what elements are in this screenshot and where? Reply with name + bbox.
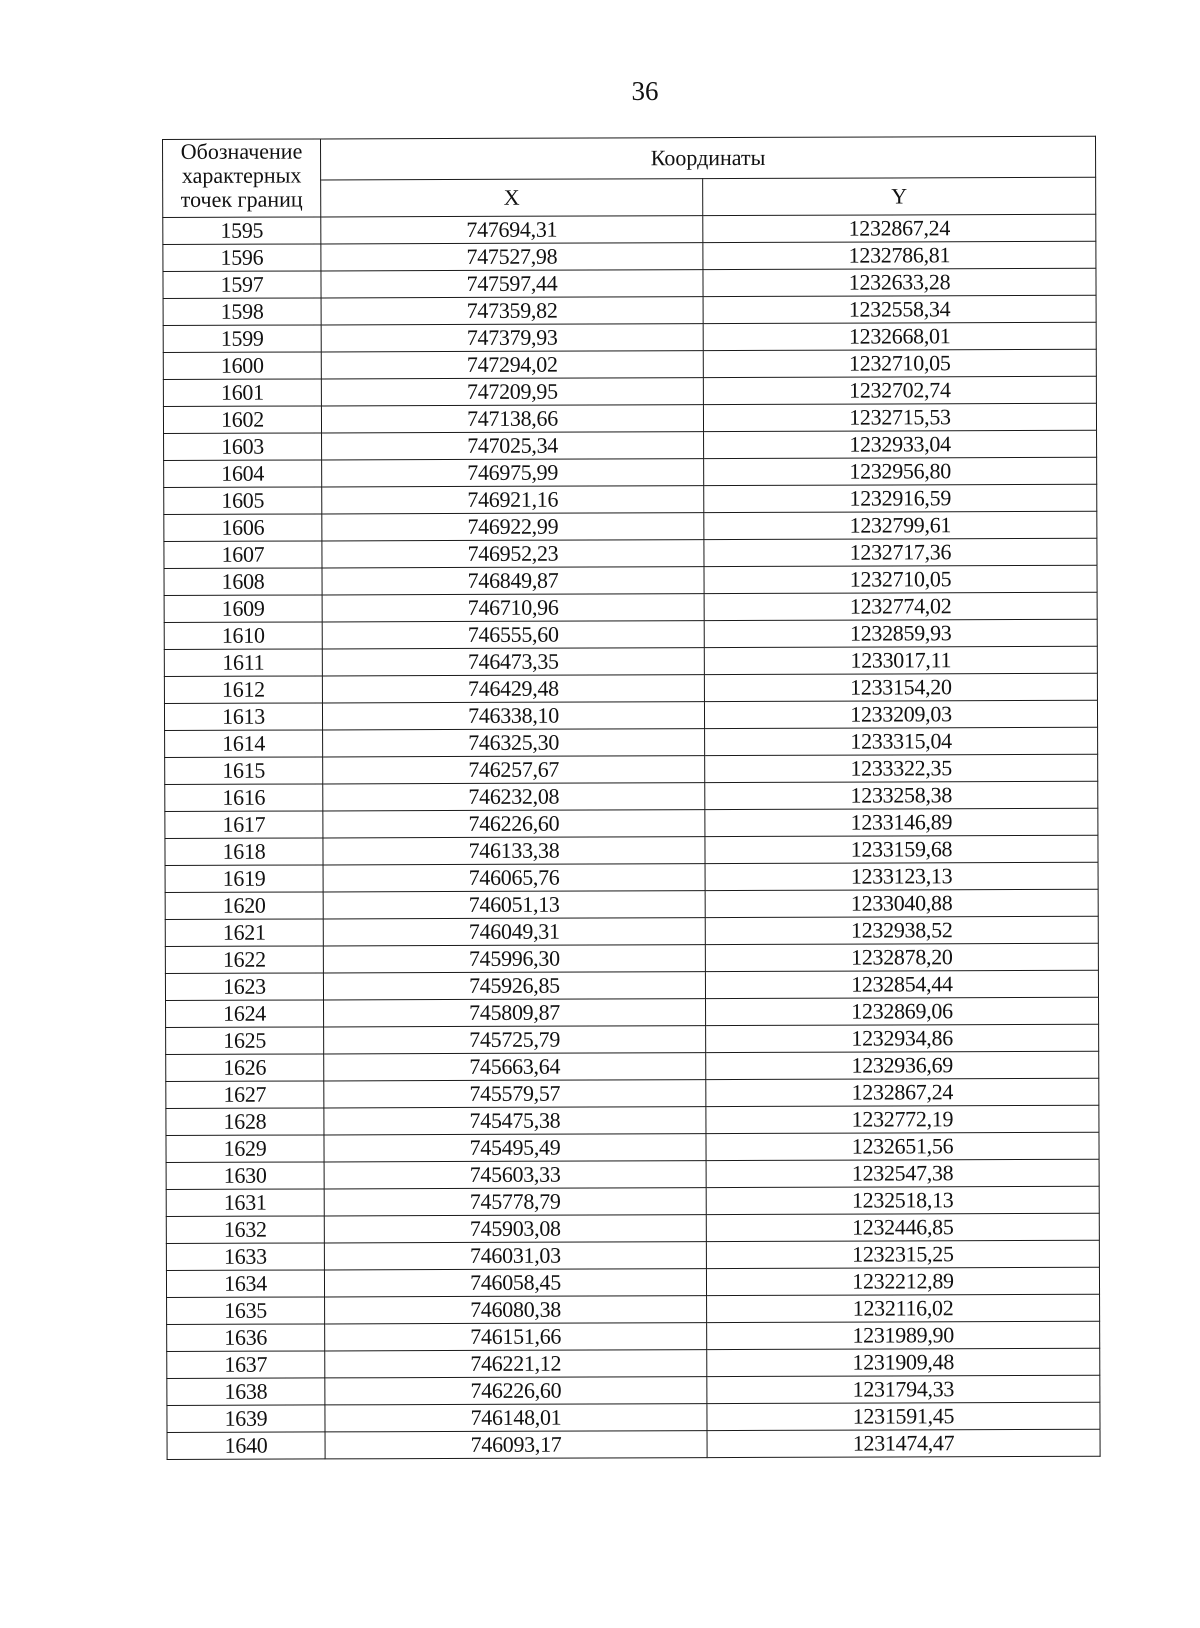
y-coordinate-cell: 1232668,01	[703, 322, 1096, 350]
point-id-cell: 1640	[167, 1432, 325, 1460]
y-coordinate-cell: 1232934,86	[706, 1024, 1099, 1052]
point-id-cell: 1611	[164, 649, 322, 677]
y-coordinate-cell: 1232867,24	[706, 1078, 1099, 1106]
y-coordinate-cell: 1232869,06	[706, 997, 1099, 1025]
table-row	[164, 619, 1097, 649]
x-coordinate-cell: 747527,98	[321, 243, 703, 271]
table-row	[167, 1294, 1100, 1324]
point-id-cell: 1603	[164, 433, 322, 461]
y-coordinate-cell: 1232799,61	[704, 511, 1097, 539]
point-id-cell: 1632	[166, 1216, 324, 1244]
table-row	[165, 889, 1098, 919]
x-coordinate-cell: 746221,12	[325, 1350, 707, 1378]
point-id-cell: 1635	[167, 1297, 325, 1325]
x-coordinate-cell: 746849,87	[322, 567, 704, 595]
x-coordinate-cell: 746555,60	[322, 621, 704, 649]
table-row	[166, 1105, 1099, 1135]
y-coordinate-cell: 1232878,20	[705, 943, 1098, 971]
x-coordinate-cell: 745495,49	[324, 1134, 706, 1162]
table-header	[163, 136, 1096, 217]
x-coordinate-cell: 745579,57	[324, 1080, 706, 1108]
table-row	[166, 1213, 1099, 1243]
table-row	[165, 808, 1098, 838]
y-coordinate-cell: 1232854,44	[705, 970, 1098, 998]
point-id-cell: 1596	[163, 244, 321, 272]
table-row	[165, 862, 1098, 892]
point-id-cell: 1601	[163, 379, 321, 407]
table-row	[164, 700, 1097, 730]
point-id-cell: 1639	[167, 1405, 325, 1433]
point-id-cell: 1613	[164, 703, 322, 731]
x-coordinate-cell: 745996,30	[323, 945, 705, 973]
table-row	[164, 538, 1097, 568]
table-row	[166, 1051, 1099, 1081]
y-coordinate-cell: 1231474,47	[707, 1429, 1100, 1457]
x-coordinate-cell: 747294,02	[321, 351, 703, 379]
x-coordinate-cell: 746921,16	[322, 486, 704, 514]
table-row	[163, 268, 1096, 298]
y-coordinate-cell: 1232916,59	[704, 484, 1097, 512]
y-coordinate-cell: 1233315,04	[705, 727, 1098, 755]
table-row	[163, 403, 1096, 433]
point-id-cell: 1610	[164, 622, 322, 650]
y-coordinate-cell: 1232867,24	[703, 214, 1096, 242]
y-coordinate-cell: 1232702,74	[703, 376, 1096, 404]
y-coordinate-cell: 1233146,89	[705, 808, 1098, 836]
table-row	[166, 1078, 1099, 1108]
table-row	[163, 376, 1096, 406]
point-id-cell: 1626	[166, 1054, 324, 1082]
point-id-cell: 1614	[165, 730, 323, 758]
x-coordinate-cell: 746922,99	[322, 513, 704, 541]
point-id-cell: 1619	[165, 865, 323, 893]
y-coordinate-cell: 1231909,48	[707, 1348, 1100, 1376]
x-coordinate-cell: 746093,17	[325, 1431, 707, 1459]
table-row	[165, 970, 1098, 1000]
table-row	[167, 1375, 1100, 1405]
point-id-cell: 1605	[164, 487, 322, 515]
table-row	[164, 565, 1097, 595]
x-coordinate-cell: 746975,99	[322, 459, 704, 487]
x-coordinate-cell: 746133,38	[323, 837, 705, 865]
table-row	[166, 1159, 1099, 1189]
x-coordinate-cell: 747138,66	[321, 405, 703, 433]
point-id-cell: 1602	[163, 406, 321, 434]
point-id-cell: 1625	[166, 1027, 324, 1055]
header-row-top	[163, 136, 1096, 180]
x-coordinate-cell: 747209,95	[321, 378, 703, 406]
table-row	[166, 1240, 1099, 1270]
y-coordinate-cell: 1232547,38	[706, 1159, 1099, 1187]
table-row	[164, 592, 1097, 622]
x-coordinate-cell: 746232,08	[323, 783, 705, 811]
point-id-cell: 1609	[164, 595, 322, 623]
x-coordinate-cell: 746058,45	[324, 1269, 706, 1297]
y-coordinate-cell: 1232772,19	[706, 1105, 1099, 1133]
table-row	[165, 835, 1098, 865]
y-coordinate-cell: 1232774,02	[704, 592, 1097, 620]
y-coordinate-cell: 1231794,33	[707, 1375, 1100, 1403]
x-coordinate-cell: 745926,85	[323, 972, 705, 1000]
y-coordinate-cell: 1232936,69	[706, 1051, 1099, 1079]
table-row	[167, 1402, 1100, 1432]
y-coordinate-cell: 1232518,13	[706, 1186, 1099, 1214]
table-row	[166, 1186, 1099, 1216]
table-row	[164, 511, 1097, 541]
x-coordinate-cell: 747597,44	[321, 270, 703, 298]
y-coordinate-cell: 1232446,85	[706, 1213, 1099, 1241]
table-row	[167, 1429, 1100, 1459]
x-coordinate-cell: 746226,60	[325, 1377, 707, 1405]
x-coordinate-cell: 746473,35	[322, 648, 704, 676]
point-id-cell: 1620	[165, 892, 323, 920]
y-coordinate-cell: 1232710,05	[703, 349, 1096, 377]
x-coordinate-cell: 746710,96	[322, 594, 704, 622]
x-coordinate-cell: 747379,93	[321, 324, 703, 352]
table-row	[163, 322, 1096, 352]
point-id-cell: 1629	[166, 1135, 324, 1163]
point-id-cell: 1621	[165, 919, 323, 947]
table-row	[164, 484, 1097, 514]
point-id-cell: 1615	[165, 757, 323, 785]
y-coordinate-cell: 1232212,89	[706, 1267, 1099, 1295]
x-coordinate-cell: 746151,66	[325, 1323, 707, 1351]
table-row	[166, 1024, 1099, 1054]
y-coordinate-cell: 1232633,28	[703, 268, 1096, 296]
x-coordinate-cell: 746338,10	[322, 702, 704, 730]
point-id-cell: 1617	[165, 811, 323, 839]
point-id-cell: 1595	[163, 217, 321, 245]
y-coordinate-cell: 1232859,93	[704, 619, 1097, 647]
y-column-header: Y	[703, 177, 1096, 215]
x-coordinate-cell: 746429,48	[322, 675, 704, 703]
x-coordinate-cell: 746051,13	[323, 891, 705, 919]
y-coordinate-cell: 1232717,36	[704, 538, 1097, 566]
point-id-cell: 1636	[167, 1324, 325, 1352]
x-coordinate-cell: 746257,67	[323, 756, 705, 784]
y-coordinate-cell: 1233123,13	[705, 862, 1098, 890]
x-coordinate-cell: 746065,76	[323, 864, 705, 892]
table-row	[167, 1348, 1100, 1378]
y-coordinate-cell: 1232651,56	[706, 1132, 1099, 1160]
y-coordinate-cell: 1233017,11	[704, 646, 1097, 674]
x-coordinate-cell: 745809,87	[324, 999, 706, 1027]
y-coordinate-cell: 1232710,05	[704, 565, 1097, 593]
x-coordinate-cell: 746080,38	[325, 1296, 707, 1324]
x-coordinate-cell: 745603,33	[324, 1161, 706, 1189]
y-coordinate-cell: 1233209,03	[704, 700, 1097, 728]
table-row	[165, 754, 1098, 784]
y-coordinate-cell: 1231989,90	[707, 1321, 1100, 1349]
table-row	[164, 673, 1097, 703]
table-row	[165, 943, 1098, 973]
point-id-cell: 1600	[163, 352, 321, 380]
y-coordinate-cell: 1233154,20	[704, 673, 1097, 701]
table-row	[164, 646, 1097, 676]
y-coordinate-cell: 1232715,53	[703, 403, 1096, 431]
y-coordinate-cell: 1232938,52	[705, 916, 1098, 944]
y-coordinate-cell: 1233322,35	[705, 754, 1098, 782]
point-id-cell: 1622	[165, 946, 323, 974]
y-coordinate-cell: 1232116,02	[707, 1294, 1100, 1322]
x-coordinate-cell: 747359,82	[321, 297, 703, 325]
x-coordinate-cell: 747694,31	[321, 216, 703, 244]
y-coordinate-cell: 1233159,68	[705, 835, 1098, 863]
table-row	[167, 1321, 1100, 1351]
y-coordinate-cell: 1232933,04	[704, 430, 1097, 458]
point-id-cell: 1604	[164, 460, 322, 488]
point-id-cell: 1606	[164, 514, 322, 542]
y-coordinate-cell: 1232956,80	[704, 457, 1097, 485]
point-id-cell: 1623	[165, 973, 323, 1001]
table-row	[163, 349, 1096, 379]
table-row	[165, 781, 1098, 811]
x-coordinate-cell: 745903,08	[324, 1215, 706, 1243]
point-id-cell: 1598	[163, 298, 321, 326]
table-row	[163, 295, 1096, 325]
point-id-cell: 1634	[166, 1270, 324, 1298]
x-column-header: X	[321, 179, 703, 217]
x-coordinate-cell: 746952,23	[322, 540, 704, 568]
x-coordinate-cell: 745778,79	[324, 1188, 706, 1216]
point-id-cell: 1597	[163, 271, 321, 299]
page-number: 36	[631, 76, 659, 106]
point-id-cell: 1637	[167, 1351, 325, 1379]
x-coordinate-cell: 745725,79	[324, 1026, 706, 1054]
coordinates-header: Координаты	[321, 136, 1096, 180]
point-id-cell: 1616	[165, 784, 323, 812]
point-id-cell: 1631	[166, 1189, 324, 1217]
point-id-cell: 1612	[164, 676, 322, 704]
point-id-cell: 1608	[164, 568, 322, 596]
point-id-cell: 1638	[167, 1378, 325, 1406]
point-id-cell: 1618	[165, 838, 323, 866]
x-coordinate-cell: 745663,64	[324, 1053, 706, 1081]
x-coordinate-cell: 745475,38	[324, 1107, 706, 1135]
table-row	[166, 1132, 1099, 1162]
table-row	[163, 241, 1096, 271]
table-row	[164, 430, 1097, 460]
point-id-cell: 1607	[164, 541, 322, 569]
y-coordinate-cell: 1232786,81	[703, 241, 1096, 269]
y-coordinate-cell: 1233040,88	[705, 889, 1098, 917]
table-row	[163, 214, 1096, 244]
x-coordinate-cell: 746148,01	[325, 1404, 707, 1432]
point-id-cell: 1599	[163, 325, 321, 353]
x-coordinate-cell: 746325,30	[323, 729, 705, 757]
y-coordinate-cell: 1233258,38	[705, 781, 1098, 809]
table-row	[166, 1267, 1099, 1297]
point-id-cell: 1624	[166, 1000, 324, 1028]
table-row	[166, 997, 1099, 1027]
point-id-cell: 1628	[166, 1108, 324, 1136]
y-coordinate-cell: 1231591,45	[707, 1402, 1100, 1430]
coordinates-table	[162, 136, 1101, 1460]
table-body	[163, 214, 1100, 1459]
x-coordinate-cell: 746049,31	[323, 918, 705, 946]
point-designation-header: Обозначение характерных точек границ	[163, 139, 321, 218]
point-id-cell: 1633	[166, 1243, 324, 1271]
x-coordinate-cell: 747025,34	[322, 432, 704, 460]
point-id-cell: 1630	[166, 1162, 324, 1190]
point-id-cell: 1627	[166, 1081, 324, 1109]
y-coordinate-cell: 1232558,34	[703, 295, 1096, 323]
x-coordinate-cell: 746031,03	[324, 1242, 706, 1270]
table-row	[165, 916, 1098, 946]
table-row	[164, 457, 1097, 487]
x-coordinate-cell: 746226,60	[323, 810, 705, 838]
y-coordinate-cell: 1232315,25	[706, 1240, 1099, 1268]
table-row	[165, 727, 1098, 757]
